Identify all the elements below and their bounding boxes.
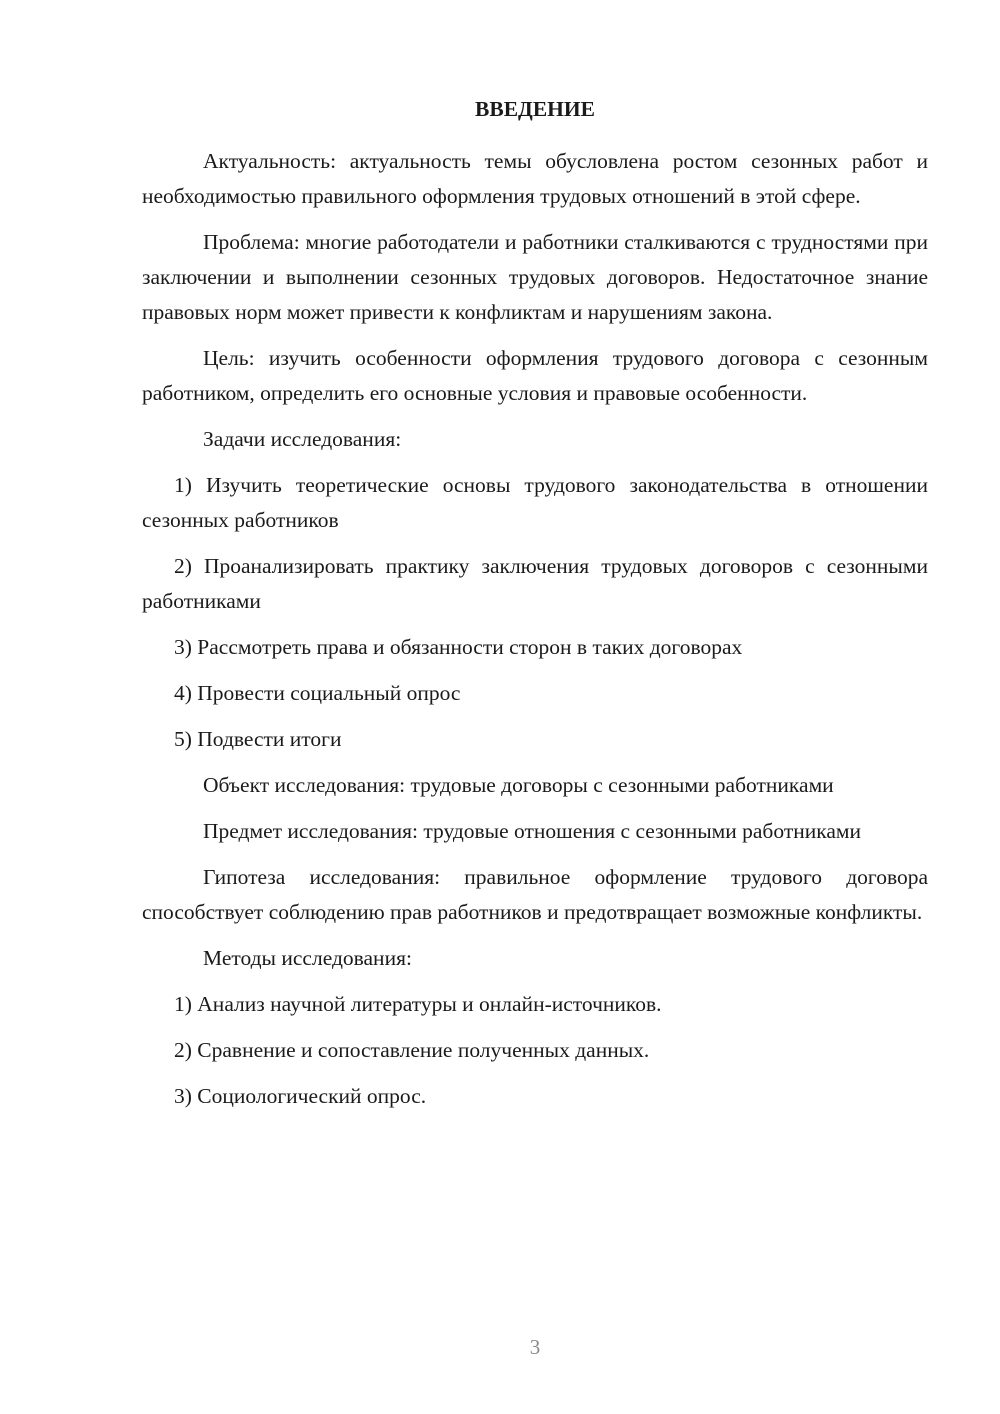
object-paragraph: Объект исследования: трудовые договоры с сезонными работниками — [203, 773, 834, 797]
list-item: 4) Провести социальный опрос — [174, 681, 461, 705]
hypothesis-paragraph: Гипотеза исследования: правильное оформление трудового договора способствует соблюдению прав работников и предотвращает возможные конфликты. — [142, 865, 928, 924]
list-item: 2) Сравнение и сопоставление полученных данных. — [174, 1038, 650, 1062]
list-item: 3) Социологический опрос. — [174, 1084, 427, 1108]
methods-heading: Методы исследования: — [203, 946, 412, 970]
tasks-heading: Задачи исследования: — [203, 427, 402, 451]
problem-paragraph: Проблема: многие работодатели и работники сталкиваются с трудностями при заключении и выполнении сезонных трудовых договоров. Недостаточное знание правовых норм может привести к конфликтам и нарушениям закона. — [142, 230, 928, 324]
methods-list — [142, 987, 928, 1114]
goal-paragraph: Цель: изучить особенности оформления трудового договора с сезонным работником, определить его основные условия и правовые особенности. — [142, 346, 928, 405]
list-item: 5) Подвести итоги — [174, 727, 342, 751]
list-item: 1) Анализ научной литературы и онлайн-источников. — [174, 992, 662, 1016]
list-item: 2) Проанализировать практику заключения трудовых договоров с сезонными работниками — [142, 554, 928, 613]
document-page — [142, 92, 928, 1125]
subject-paragraph: Предмет исследования: трудовые отношения с сезонными работниками — [203, 819, 862, 843]
list-item: 3) Рассмотреть права и обязанности сторон в таких договорах — [174, 635, 743, 659]
page-number: 3 — [529, 1335, 541, 1359]
list-item: 1) Изучить теоретические основы трудового законодательства в отношении сезонных работников — [142, 473, 928, 532]
page-title: ВВЕДЕНИЕ — [475, 97, 595, 121]
relevance-paragraph: Актуальность: актуальность темы обусловлена ростом сезонных работ и необходимостью правильного оформления трудовых отношений в этой сфере. — [142, 149, 928, 208]
tasks-list — [142, 468, 928, 757]
